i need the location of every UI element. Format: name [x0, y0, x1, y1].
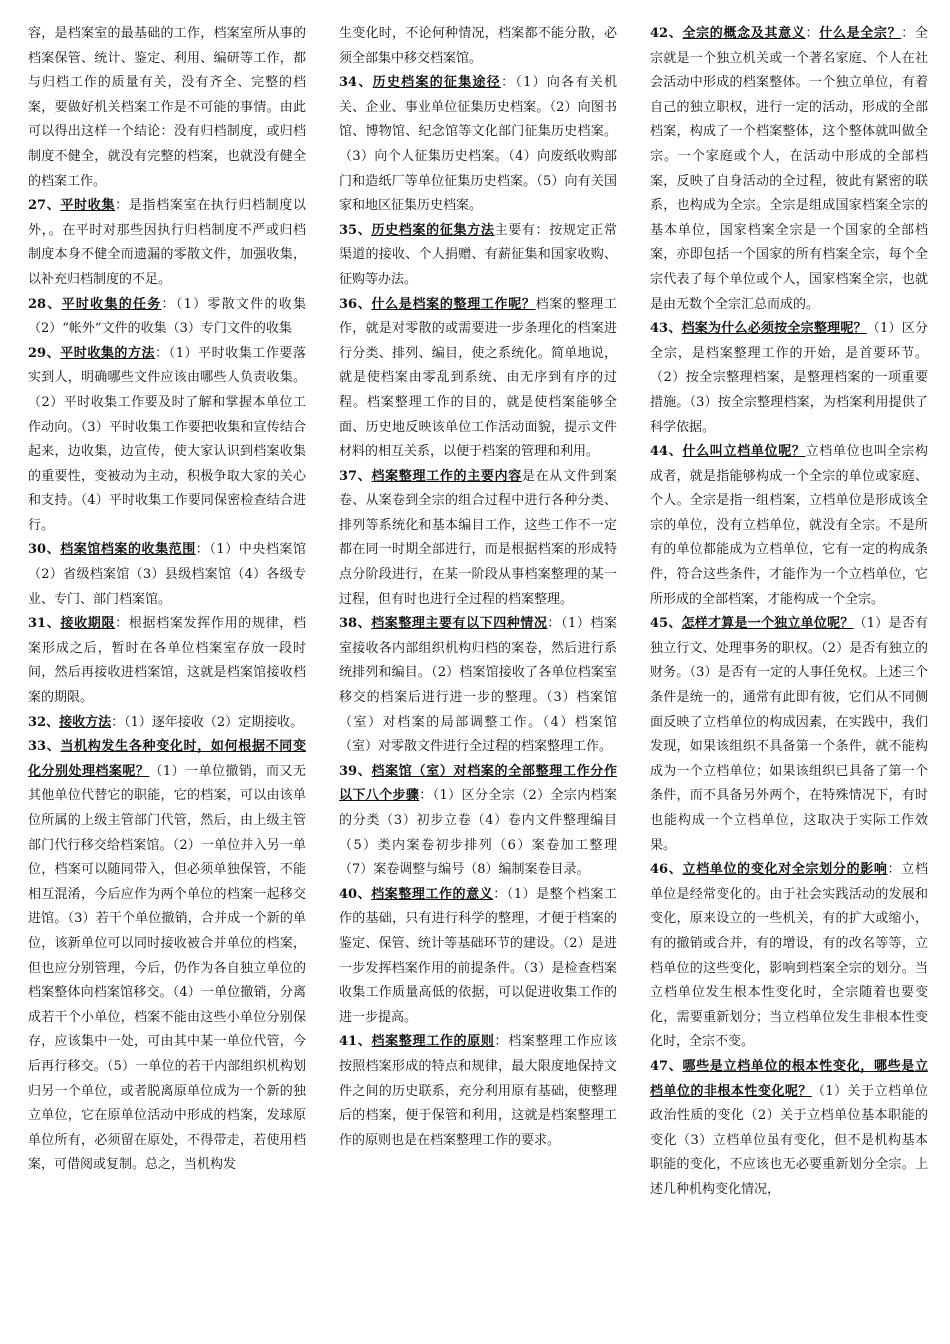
heading-separator: ： — [901, 26, 915, 41]
item-number: 37、 — [339, 468, 372, 484]
item-body: 档案的整理工作，就是对零散的或需要进一步条理化的档案进行分类、排列、编目，使之系统化。简单地说，就是使档案由零乱到系统、由无序到有序的过程。档案整理工作的目的，就是使档案能够全面、历史地反映该单位工作活动面貌，提示文件材料的相互关系，以便于档案的管理和利用。 — [339, 296, 617, 460]
item-body: 立档单位是经常变化的。由于社会实践活动的发展和变化，原来设立的一些机关，有的扩大或缩小，有的撤销或合并，有的增设，有的改名等等，立档单位的这些变化，影响到档案全宗的划分。当立档单位发生根本性变化时，全宗随着也要变化，需要重新划分；当立档单位发生非根本性变化时，全宗不变。 — [650, 862, 928, 1050]
paragraph — [650, 317, 928, 440]
item-heading: 当机构发生各种变化时，如何根据不同变化分别处理档案呢？ — [28, 739, 306, 779]
item-heading: 档案馆（室）对档案的全部整理工作分作以下八个步骤 — [339, 763, 617, 804]
item-number: 39、 — [339, 763, 372, 779]
item-number: 29、 — [28, 345, 61, 361]
paragraph — [339, 1030, 617, 1153]
item-heading: 什么是全宗？ — [819, 26, 902, 41]
paragraph — [28, 612, 306, 710]
heading-separator: ： — [501, 75, 516, 91]
paragraph — [339, 883, 617, 1031]
item-heading: 接收方法 — [59, 714, 112, 730]
item-body: （1）零散文件的收集（2）“帐外”文件的收集（3）专门文件的收集 — [28, 296, 306, 337]
item-number: 44、 — [650, 444, 683, 460]
item-body: 是指档案室在执行归档制度以外，。在平时对那些因执行归档制度不严或归档制度本身不健全而遗漏的零散文件，加强收集，以补充归档制度的不足。 — [28, 198, 306, 287]
item-body: （1）一单位撤销，而又无其他单位代替它的职能，它的档案，可以由该单位所属的上级主管部门代管，然后，由上级主管部门代行移交给档案馆。（2）一单位并入另一单位，档案可以随同带入，但必须单独保管，不能相互混淆，今后应作为两个单位的档案一起移交进馆。（3）若干个单位撤销，合并成一个新的单位，该新单位可以同时接收被合并单位的档案，但也应分别管理，今后，仍作为各自独立单位的档案整体向档案馆移交。（4）一单位撤销，分离成若干个小单位，档案不能由这些小单位分别保存，应该集中一处，可由其中某一单位代管，今后再行移交。（5）一单位的若干内部组织机构划归另一个单位，或者脱离原单位成为一个新的独立单位，它在原单位活动中形成的档案，发球原单位所有，必须留在原处，不得带走，若使用档案，可借阅或复制。总之，当机构发 — [28, 763, 306, 1173]
item-heading: 平时收集的任务 — [61, 296, 162, 312]
paragraph — [339, 22, 617, 71]
heading-separator: ： — [494, 1034, 509, 1050]
item-number: 47、 — [650, 1058, 683, 1074]
heading-separator: ： — [493, 886, 507, 902]
paragraph — [650, 440, 928, 612]
item-number: 38、 — [339, 616, 372, 632]
heading-separator: ： — [115, 198, 129, 214]
paragraph — [650, 1055, 928, 1203]
heading-separator: ： — [547, 616, 561, 632]
item-heading: 什么是档案的整理工作呢？ — [371, 296, 536, 312]
heading-separator: ： — [195, 542, 210, 558]
item-number: 34、 — [339, 75, 373, 91]
item-body: 档案整理工作应该按照档案形成的特点和规律，最大限度地保持文件之间的历史联系，充分利用原有基础，使整理后的档案，便于保管和利用，这就是档案整理工作的原则也是在档案整理工作的要求。 — [339, 1034, 617, 1148]
item-heading: 全宗的概念及其意义 — [682, 26, 806, 41]
item-number: 28、 — [28, 296, 62, 312]
paragraph — [339, 760, 617, 883]
item-heading: 档案为什么必须按全宗整理呢？ — [681, 321, 867, 337]
item-number: 35、 — [339, 222, 372, 238]
paragraph — [28, 342, 306, 539]
item-body: 生变化时，不论何种情况，档案都不能分散，必须全部集中移交档案馆。 — [339, 26, 617, 66]
paragraph — [339, 71, 617, 219]
item-heading: 档案馆档案的收集范围 — [60, 542, 196, 558]
item-number: 43、 — [650, 321, 682, 337]
item-body: （1）是整个档案工作的基础，只有进行科学的整理，才便于档案的鉴定、保管、统计等基础环节的建设。（2）是进一步发挥档案作用的前提条件。（3）是检查档案收集工作质量高低的依据，可以促进收集工作的进一步提高。 — [339, 886, 617, 1025]
item-body: （1）区分全宗（2）全宗内档案的分类（3）初步立卷（4）卷内文件整理编目（5）类内案卷初步排列（6）案卷加工整理（7）案卷调整与编号（8）编制案卷目录。 — [339, 788, 617, 878]
paragraph — [28, 194, 306, 292]
item-body: （1）是否有独立行文、处理事务的职权。（2）是否有独立的财务。（3）是否有一定的人事任免权。上述三个条件是统一的，通常有此即有彼，它们从不同侧面反映了立档单位的构成因素，在实践中，我们发现，如果该组织不具备第一个条件，就不能构成为一个立档单位；如果该组织已具备了第一个条件，而不具备另外两个，在特殊情况下，有时也能构成一个立档单位，这取决于实际工作效果。 — [650, 616, 928, 853]
item-heading: 立档单位的变化对全宗划分的影响 — [682, 862, 888, 878]
paragraph — [339, 465, 617, 613]
item-heading: 档案整理工作的原则 — [371, 1034, 495, 1050]
column-left — [28, 22, 306, 1332]
item-heading: 平时收集 — [60, 198, 116, 214]
paragraph — [28, 735, 306, 1178]
item-body: （1）中央档案馆（2）省级档案馆（3）县级档案馆（4）各级专业、专门、部门档案馆。 — [28, 542, 306, 607]
item-number: 42、 — [650, 26, 683, 41]
item-body: 容，是档案室的最基础的工作，档案室所从事的档案保管、统计、鉴定、利用、编研等工作，都与归档工作的质量有关，没有齐全、完整的档案，要做好机关档案工作是不可能的事情。由此可以得出这样一个结论：没有归档制度，或归档制度不健全，就没有完整的档案，也就没有健全的档案工作。 — [28, 26, 306, 189]
item-number: 31、 — [28, 616, 61, 632]
paragraph — [28, 293, 306, 342]
heading-separator: ： — [805, 26, 820, 41]
item-heading: 接收期限 — [60, 616, 116, 632]
item-number: 40、 — [339, 886, 372, 902]
item-body: 立档单位也叫全宗构成者，就是指能够构成一个全宗的单位或家庭、个人。全宗是指一组档案，立档单位是形成该全宗的单位，没有立档单位，就没有全宗。不是所有的单位都能成为立档单位，它有一定的构成条件，符合这些条件，才能作为一个立档单位，它所形成的全部档案，才能构成一个全宗。 — [650, 444, 928, 607]
item-body: （1）平时收集工作要落实到人，明确哪些文件应该由哪些人负责收集。（2）平时收集工作要及时了解和掌握本单位工作动向。（3）平时收集工作要把收集和宣传结合起来，边收集，边宣传，使大家认识到档案收集的重要性，变被动为主动，积极争取大家的关心和支持。（4）平时收集工作要同保密检查结合进行。 — [28, 345, 306, 533]
item-heading: 哪些是立档单位的根本性变化，哪些是立档单位的非根本性变化呢？ — [650, 1058, 928, 1099]
item-body: （1）关于立档单位政治性质的变化（2）关于立档单位基本职能的变化（3）立档单位虽有变化，但不是机构基本职能的变化，不应该也无必要重新划分全宗。上述几种机构变化情况， — [650, 1083, 928, 1197]
item-number: 46、 — [650, 862, 683, 878]
item-heading: 历史档案的征集方法 — [371, 222, 495, 238]
item-number: 32、 — [28, 714, 60, 730]
item-body: 全宗就是一个独立机关或一个著名家庭、个人在社会活动中形成的档案整体。一个独立单位，有着自己的独立职权，进行一定的活动，形成的全部档案，构成了一个档案整体，这个整体就叫做全宗。一个家庭或个人，在活动中形成的全部档案，反映了自身活动的全过程，彼此有紧密的联系，也构成为全宗。全宗是组成国家档案全宗的基本单位，国家档案全宗是一个国家的全部档案，亦即包括一个国家的所有档案全宗，每个全宗代表了每个单位或个人，国家档案全宗，也就是由无数个全宗汇总而成的。 — [650, 26, 928, 312]
item-heading: 怎样才算是一个独立单位呢？ — [681, 616, 854, 632]
paragraph — [28, 22, 306, 194]
paragraph — [339, 612, 617, 760]
item-number: 36、 — [339, 296, 372, 312]
item-body: 根据档案发挥作用的规律，档案形成之后，暂时在各单位档案室存放一段时间，然后再接收进档案馆，这就是档案馆接收档案的期限。 — [28, 616, 306, 706]
paragraph — [339, 219, 617, 293]
item-heading: 什么叫立档单位呢？ — [682, 444, 806, 460]
item-heading: 历史档案的征集途径 — [372, 75, 502, 91]
item-number: 33、 — [28, 739, 61, 755]
paragraph — [28, 711, 306, 736]
item-body: （1）档案室接收各内部组织机构归档的案卷，然后进行系统排列和编目。（2）档案馆接收了各单位档案室移交的档案后进行进一步的整理。（3）档案馆（室）对档案的局部调整工作。（4）档案馆（室）对零散文件进行全过程的档案整理工作。 — [339, 616, 617, 755]
paragraph — [650, 858, 928, 1055]
heading-separator: ： — [115, 616, 129, 632]
item-body: 主要有：按规定正常渠道的接收、个人捐赠、有薪征集和国家收购、征购等办法。 — [339, 222, 617, 287]
paragraph — [339, 293, 617, 465]
paragraph — [28, 538, 306, 612]
paragraph — [650, 22, 928, 317]
heading-separator: ： — [161, 296, 176, 312]
item-body: （1）向各有关机关、企业、事业单位征集历史档案。（2）向图书馆、博物馆、纪念馆等文化部门征集历史档案。（3）向个人征集历史档案。（4）向废纸收购部门和造纸厂等单位征集历史档案。（5）向有关国家和地区征集历史档案。 — [339, 75, 617, 214]
heading-separator: ： — [419, 788, 433, 804]
item-number: 45、 — [650, 616, 682, 632]
item-heading: 档案整理工作的意义 — [371, 886, 494, 902]
item-body: （1）区分全宗，是档案整理工作的开始，是首要环节。（2）按全宗整理档案，是整理档案的一项重要措施。（3）按全宗整理档案，为档案利用提供了科学依据。 — [650, 321, 928, 435]
item-number: 27、 — [28, 198, 61, 214]
paragraph — [650, 612, 928, 858]
item-heading: 档案整理主要有以下四种情况 — [371, 616, 548, 632]
heading-separator: ： — [887, 862, 902, 878]
column-middle — [339, 22, 617, 1332]
item-body: 是在从文件到案卷、从案卷到全宗的组合过程中进行各种分类、排列等系统化和基本编目工作，这些工作不一定都在同一时期全部进行，而是根据档案的形成特点分阶段进行，在某一阶段从事档案整理的某一过程，但有时也进行全过程的档案整理。 — [339, 468, 617, 607]
heading-separator: ： — [111, 714, 125, 730]
heading-separator: ： — [155, 345, 169, 361]
item-heading: 平时收集的方法 — [60, 345, 156, 361]
item-number: 41、 — [339, 1034, 372, 1050]
column-right — [650, 22, 928, 1332]
item-heading: 档案整理工作的主要内容 — [371, 468, 522, 484]
item-number: 30、 — [28, 542, 61, 558]
item-body: （1）逐年接收（2）定期接收。 — [124, 714, 304, 730]
